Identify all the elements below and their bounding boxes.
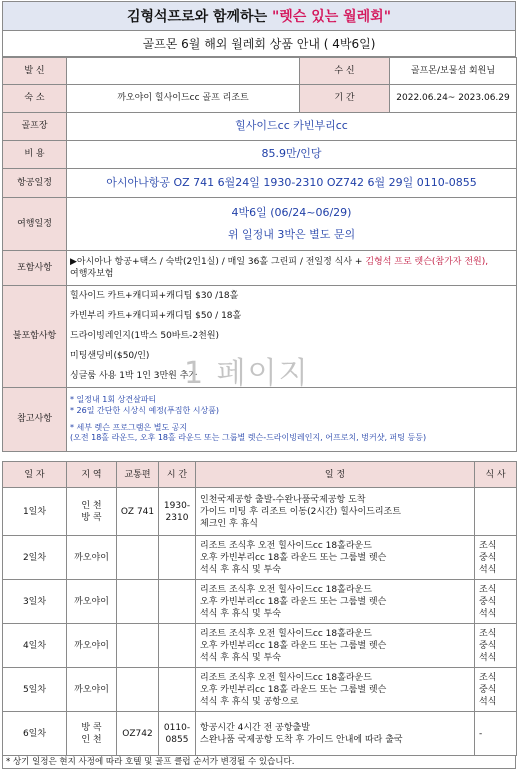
day-cell: 2일차 <box>3 536 67 580</box>
included-label: 포함사항 <box>3 251 67 286</box>
excluded-item: 힐사이드 카트+캐디피+캐디팁 $30 /18홀 <box>70 291 239 301</box>
trip-line-1: 4박6일 (06/24~06/29) <box>231 206 352 219</box>
schedule-header-time: 시 간 <box>159 462 196 488</box>
included-text: ▶아시아나 항공+택스 / 숙박(2인1실) / 매일 36홀 그린피 / 전일정 식사 + <box>70 256 366 267</box>
meal-cell: 조식 중식 석식 <box>475 624 517 668</box>
day-cell: 1일차 <box>3 488 67 536</box>
transport-cell <box>117 580 159 624</box>
schedule-header-plan: 일 정 <box>196 462 475 488</box>
page-watermark: 1 페이지 <box>184 356 310 391</box>
region-cell: 까오야이 <box>67 624 117 668</box>
lodging-value: 까오야이 힐사이드cc 골프 리조트 <box>67 85 300 113</box>
schedule-row <box>3 624 517 668</box>
schedule-header-region: 지 역 <box>67 462 117 488</box>
plan-cell: 리조트 조식후 오전 힐사이드cc 18홀라운드 오후 카빈부리cc 18홀 라운드 또는 그룹별 렛슨 석식 후 휴식 및 투숙 <box>196 624 475 668</box>
schedule-row <box>3 536 517 580</box>
time-cell <box>159 536 196 580</box>
schedule-header-day: 일 자 <box>3 462 67 488</box>
page-subtitle: 골프몬 6월 해외 월레회 상품 안내 ( 4박6일) <box>2 31 516 57</box>
schedule-row <box>3 712 517 756</box>
day-cell: 6일차 <box>3 712 67 756</box>
included-lesson: 김형석 프로 렛슨(참가자 전원), <box>365 256 489 267</box>
flight-value: 아시아나항공 OZ 741 6월24일 1930-2310 OZ742 6월 29일 0110-0855 <box>67 169 517 198</box>
schedule-row <box>3 488 517 536</box>
info-table <box>2 57 517 452</box>
region-cell: 방 콕 인 천 <box>67 712 117 756</box>
excluded-item: 카빈부리 카트+캐디피+캐디팁 $50 / 18홀 <box>70 311 242 321</box>
region-cell: 인 천 방 콕 <box>67 488 117 536</box>
notes-value <box>67 388 517 452</box>
title-prefix: 김형석프로와 함께하는 <box>126 9 272 25</box>
notes-line: * 26일 간단한 시상식 예정(푸짐한 시상품) <box>70 405 220 415</box>
meal-cell: 조식 중식 석식 <box>475 536 517 580</box>
course-value: 힐사이드cc 카빈부리cc <box>67 113 517 141</box>
period-label: 기 간 <box>300 85 390 113</box>
schedule-row <box>3 668 517 712</box>
excluded-item: 미팅샌딩비($50/인) <box>70 351 150 361</box>
title-highlight: "렛슨 있는 월레회" <box>271 9 391 25</box>
schedule-header-meal: 식 사 <box>475 462 517 488</box>
meal-cell: 조식 중식 석식 <box>475 668 517 712</box>
flight-label: 항공일정 <box>3 169 67 198</box>
notes-line: * 일정내 1회 상견살파티 <box>70 394 157 404</box>
time-cell <box>159 580 196 624</box>
meal-cell: - <box>475 712 517 756</box>
schedule-header-transport: 교통편 <box>117 462 159 488</box>
region-cell: 까오야이 <box>67 536 117 580</box>
day-cell: 3일차 <box>3 580 67 624</box>
included-value <box>67 251 517 286</box>
meal-cell: 조식 중식 석식 <box>475 580 517 624</box>
transport-cell: OZ 741 <box>117 488 159 536</box>
transport-cell: OZ742 <box>117 712 159 756</box>
notes-line: (오전 18홀 라운드, 오후 18홀 라운드 또는 그룹별 렛슨-드라이빙레인지, 어프로치, 벙커샷, 퍼팅 등등) <box>70 433 427 443</box>
trip-value <box>67 198 517 251</box>
excluded-item: 드라이빙레인지(1박스 50바트-2천원) <box>70 331 220 341</box>
transport-cell <box>117 668 159 712</box>
cost-label: 비 용 <box>3 141 67 169</box>
included-insurance: 여행자보험 <box>70 269 114 279</box>
plan-cell: 인천국제공항 출발-수완나품국제공항 도착 가이드 미팅 후 리조트 이동(2시간) 힐사이드리조트 체크인 후 휴식 <box>196 488 475 536</box>
page-title <box>2 1 516 31</box>
day-cell: 5일차 <box>3 668 67 712</box>
time-cell: 1930- 2310 <box>159 488 196 536</box>
schedule-table <box>2 461 517 756</box>
notes-line: * 세부 렛슨 프로그램은 별도 공지 <box>70 422 188 432</box>
plan-cell: 리조트 조식후 오전 힐사이드cc 18홀라운드 오후 카빈부리cc 18홀 라운드 또는 그룹별 렛슨 석식 후 휴식 및 투숙 <box>196 536 475 580</box>
time-cell: 0110- 0855 <box>159 712 196 756</box>
time-cell <box>159 624 196 668</box>
recipient-label: 수 신 <box>300 58 390 85</box>
sender-label: 발 신 <box>3 58 67 85</box>
meal-cell <box>475 488 517 536</box>
notes-label: 참고사항 <box>3 388 67 452</box>
schedule-row <box>3 580 517 624</box>
footer-note: * 상기 일정은 현지 사정에 따라 호텔 및 골프 클럽 순서가 변경될 수 있습니다. <box>2 755 516 769</box>
transport-cell <box>117 536 159 580</box>
course-label: 골프장 <box>3 113 67 141</box>
trip-label: 여행일정 <box>3 198 67 251</box>
trip-line-2: 위 일정내 3박은 별도 문의 <box>227 228 356 241</box>
transport-cell <box>117 624 159 668</box>
excluded-item: 싱글룸 사용 1박 1인 3만원 추가 <box>70 371 198 381</box>
recipient-value: 골프몬/보물섬 회원님 <box>390 58 517 85</box>
region-cell: 까오야이 <box>67 580 117 624</box>
excluded-label: 불포함사항 <box>3 286 67 388</box>
plan-cell: 리조트 조식후 오전 힐사이드cc 18홀라운드 오후 카빈부리cc 18홀 라운드 또는 그룹별 렛슨 석식 후 휴식 및 투숙 <box>196 580 475 624</box>
cost-value: 85.9만/인당 <box>67 141 517 169</box>
lodging-label: 숙 소 <box>3 85 67 113</box>
region-cell: 까오야이 <box>67 668 117 712</box>
plan-cell: 항공시간 4시간 전 공항출발 스완나품 국제공항 도착 후 가이드 안내에 따라 출국 <box>196 712 475 756</box>
time-cell <box>159 668 196 712</box>
day-cell: 4일차 <box>3 624 67 668</box>
period-value: 2022.06.24~ 2023.06.29 <box>390 85 517 113</box>
plan-cell: 리조트 조식후 오전 힐사이드cc 18홀라운드 오후 카빈부리cc 18홀 라운드 또는 그룹별 렛슨 석식 후 휴식 및 공항으로 <box>196 668 475 712</box>
sender-value <box>67 58 300 85</box>
